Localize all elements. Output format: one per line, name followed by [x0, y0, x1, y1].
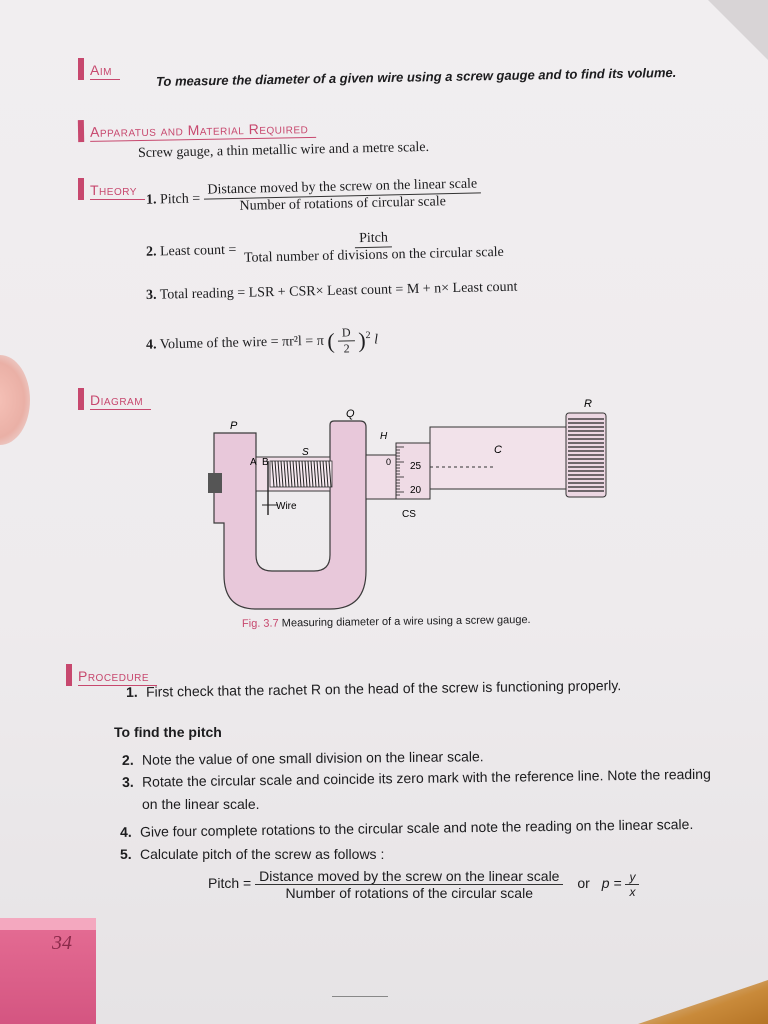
formula-lhs: Pitch =	[159, 191, 201, 208]
item-text: on the linear scale.	[142, 796, 260, 812]
frame-u	[214, 421, 366, 609]
fraction	[239, 228, 508, 267]
label-c: C	[494, 444, 502, 456]
anvil-knob	[208, 473, 222, 493]
formula-volume	[146, 325, 379, 361]
numerator: Distance moved by the screw on the linear scale	[203, 176, 481, 199]
section-apparatus	[78, 116, 317, 142]
item-number: 3.	[121, 773, 134, 790]
procedure-item	[122, 766, 711, 790]
item-number: 5.	[120, 846, 132, 862]
footer-rule	[332, 996, 388, 997]
procedure-item-continued	[142, 796, 260, 812]
section-marker	[78, 388, 84, 410]
paren-close: )	[358, 327, 366, 353]
numerator-y: y	[625, 870, 639, 885]
section-procedure-label: Procedure	[78, 668, 157, 686]
denominator-2: 2	[343, 341, 350, 356]
page-number: 34	[52, 932, 72, 954]
label-25: 25	[410, 461, 422, 472]
numerator: Distance moved by the screw on the linear scale	[255, 868, 563, 885]
formula-text: Total reading = LSR + CSR× Least count = M + n× Least count	[159, 279, 518, 303]
procedure-item	[120, 846, 384, 862]
section-marker	[66, 664, 72, 686]
label-wire: Wire	[276, 501, 297, 512]
section-theory-label: Theory	[90, 182, 145, 200]
item-text: Note the value of one small division on the linear scale.	[141, 748, 484, 768]
section-diagram	[78, 388, 151, 410]
section-marker	[78, 58, 84, 80]
formula-number: 4.	[145, 337, 157, 353]
book-edge	[638, 980, 768, 1024]
y-over-x	[625, 870, 639, 899]
formula-number: 2.	[145, 244, 157, 260]
label-a: A	[250, 457, 257, 468]
fraction	[203, 176, 481, 215]
denominator-x: x	[629, 885, 636, 899]
denominator: Total number of divisions on the circular scale	[243, 244, 504, 266]
label-20: 20	[410, 485, 422, 496]
exponent-2: 2	[365, 329, 371, 342]
label-p: P	[230, 420, 238, 432]
numerator-d: D	[338, 325, 355, 341]
numerator: Pitch	[355, 230, 392, 248]
figure-caption	[242, 614, 531, 630]
denominator: Number of rotations of the circular scale	[285, 885, 533, 901]
formula-pitch	[146, 176, 482, 217]
section-aim	[78, 58, 120, 80]
pitch-lhs: Pitch =	[208, 875, 252, 892]
sub-heading-pitch: To find the pitch	[114, 724, 222, 740]
pitch-fraction	[255, 868, 563, 901]
p-equals: p =	[601, 875, 622, 892]
formula-text: Volume of the wire = πr²l = π	[159, 333, 324, 353]
section-theory	[78, 178, 145, 200]
item-text: Calculate pitch of the screw as follows :	[140, 846, 385, 862]
procedure-item	[126, 677, 621, 700]
formula-total-reading	[146, 280, 518, 304]
item-text: First check that the rachet R on the head of the screw is functioning properly.	[145, 677, 622, 700]
paren-open: (	[327, 328, 335, 354]
screw-thread	[270, 461, 332, 487]
fraction-d-over-2	[338, 325, 355, 356]
item-number: 1.	[125, 683, 138, 700]
apparatus-text: Screw gauge, a thin metallic wire and a metre scale.	[137, 139, 430, 161]
procedure-item	[120, 816, 693, 840]
item-text: Give four complete rotations to the circular scale and note the reading on the linear scale.	[139, 815, 694, 840]
figure-caption-text: Measuring diameter of a wire using a screw gauge.	[281, 613, 531, 630]
thimble	[430, 427, 566, 489]
label-s: S	[302, 447, 309, 458]
formula-number: 3.	[145, 287, 157, 303]
label-q: Q	[346, 408, 355, 420]
section-marker	[78, 120, 84, 142]
section-diagram-label: Diagram	[90, 392, 151, 410]
section-marker	[78, 178, 84, 200]
thumb-shadow	[0, 355, 30, 445]
formula-number: 1.	[145, 192, 157, 208]
procedure-item	[122, 748, 484, 768]
band-highlight	[0, 918, 96, 930]
item-text: Rotate the circular scale and coincide its zero mark with the reference line. Note the reading	[141, 765, 711, 790]
section-aim-label: Aim	[90, 62, 120, 80]
label-b: B	[262, 457, 269, 468]
page-footer-band	[0, 918, 96, 1024]
figure-number: Fig. 3.7	[241, 617, 279, 630]
item-number: 4.	[119, 823, 132, 840]
aim-text: To measure the diameter of a given wire using a screw gauge and to find its volume.	[155, 64, 677, 89]
label-h: H	[380, 431, 388, 442]
formula-least-count	[146, 228, 508, 269]
sleeve	[366, 455, 396, 499]
label-cs: CS	[402, 509, 416, 520]
item-number: 2.	[121, 751, 134, 768]
length-l: l	[373, 332, 379, 348]
label-r: R	[584, 398, 592, 410]
denominator: Number of rotations of circular scale	[239, 194, 447, 214]
section-apparatus-label: Apparatus and Material Required	[90, 120, 317, 142]
page-corner	[708, 0, 768, 60]
formula-lhs: Least count =	[159, 242, 237, 260]
section-procedure	[66, 664, 157, 686]
screw-gauge-diagram	[200, 395, 620, 615]
or-word: or	[577, 875, 590, 892]
label-zero: 0	[386, 457, 392, 467]
pitch-formula	[208, 868, 639, 901]
